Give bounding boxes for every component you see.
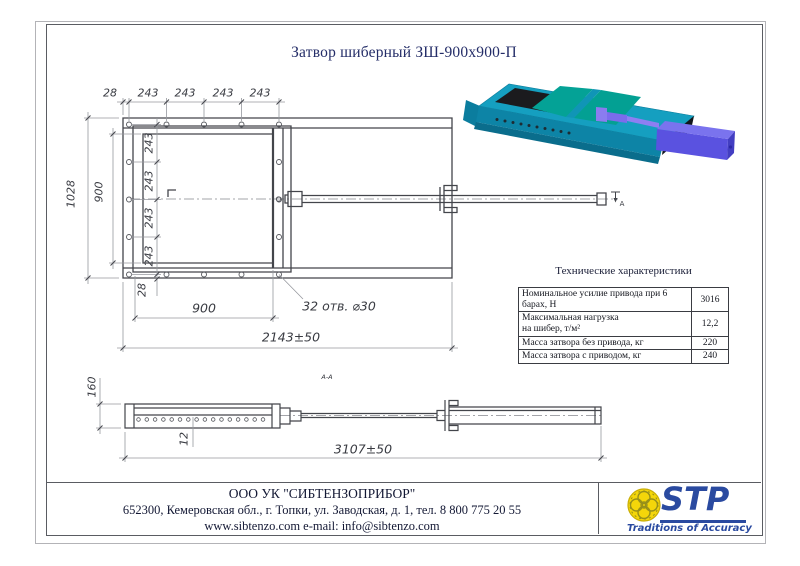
stp-logo-tagline: Traditions of Accuracy [627,523,752,534]
dim-label-900-bottom: 900 [192,300,216,316]
dim-label-900-left: 900 [92,181,106,203]
dim-label-160: 160 [85,376,99,398]
specs-table [518,287,729,364]
footer-company: ООО УК "СИБТЕНЗОПРИБОР" [228,486,416,501]
footer-info [46,485,598,534]
holes-note-label: 32 отв. ⌀30 [302,298,376,314]
specs-heading: Технические характеристики [555,265,692,277]
dim-label-chain-243-3: 243 [142,207,156,229]
dim-label-chain-243-1: 243 [142,132,156,154]
page-title: Затвор шиберный ЗШ-900х900-П [291,44,517,61]
spec-value: 3016 [700,294,720,305]
section-label-aa: А-А [321,373,333,381]
footer-address: 652300, Кемеровская обл., г. Топки, ул. Заводская, д. 1, тел. 8 800 775 20 55 [122,503,522,517]
dim-label-chain-28: 28 [135,283,149,297]
render-cylinder [656,121,735,160]
dim-label-12: 12 [177,432,191,446]
dim-label-top-243-1: 243 [137,86,159,100]
dim-label-top-243-3: 243 [212,86,234,100]
render-3d [463,84,735,164]
footer-divider [598,482,599,534]
spec-row-force [519,288,728,311]
dim-label-top-243-4: 243 [249,86,271,100]
spec-label: Номинальное усилие привода при 6 барах, Н [519,288,692,311]
dim-label-top-28: 28 [103,86,117,100]
stp-logo-text: STP [661,480,730,518]
dim-label-3107: 3107±50 [333,441,393,457]
footer-contacts: www.sibtenzo.com e-mail: info@sibtenzo.com [204,519,440,533]
spec-value: 12,2 [701,318,719,329]
dim-label-2143: 2143±50 [261,329,321,345]
spec-row-mass-with-drive [519,349,728,363]
side-view-bolt-holes [137,418,265,422]
dim-label-chain-243-2: 243 [142,170,156,192]
dim-label-1028: 1028 [64,180,78,208]
spec-row-mass-without-drive [519,336,728,350]
stp-emblem-icon [626,487,662,523]
spec-label: Масса затвора без привода, кг [519,337,692,350]
spec-label: Масса затвора с приводом, кг [519,350,692,363]
spec-value: 220 [702,337,718,348]
dim-label-top-243-2: 243 [174,86,196,100]
spec-label: Максимальная нагрузка на шибер, т/м² [519,312,692,335]
spec-row-load [519,311,728,335]
dim-label-chain-243-4: 243 [142,245,156,267]
spec-value: 240 [702,351,718,362]
section-mark-a: А [619,200,625,208]
